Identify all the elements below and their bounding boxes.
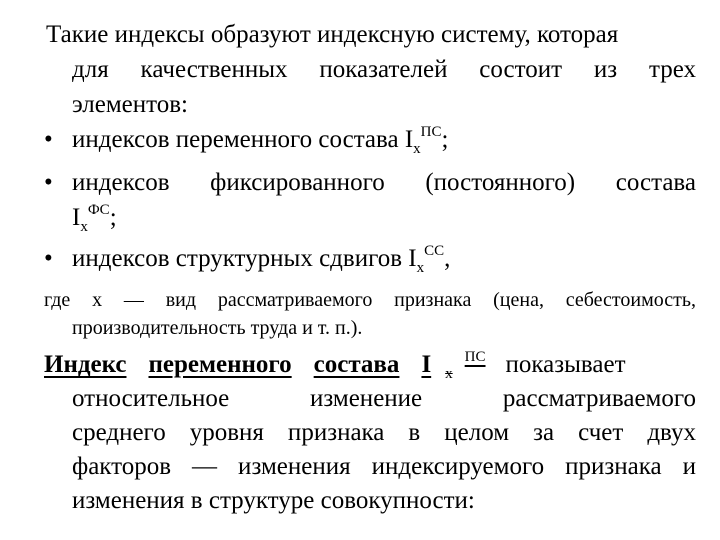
definition-line-2: относительное изменение рассматриваемого <box>72 385 696 412</box>
bullet-item-variable-index <box>72 125 448 158</box>
bullet-item-structural-index <box>72 244 450 277</box>
definition-line-1 <box>44 350 720 383</box>
bullet-marker: • <box>44 245 53 272</box>
intro-line-1: Такие индексы образуют индексную систему, которая <box>46 21 619 48</box>
definition-line-4: факторов — изменения индексируемого признака и <box>72 453 696 480</box>
intro-line-2: для качественных показателей состоит из трех <box>72 56 696 83</box>
bullet-marker: • <box>44 126 53 153</box>
bullet-item-fixed-index: индексов фиксированного (постоянного) состава <box>72 169 696 196</box>
bullet-tail: ; <box>109 204 117 231</box>
definition-term-word-2: переменного <box>148 351 292 378</box>
index-superscript: СС <box>424 243 445 259</box>
definition-symbol: I <box>421 351 432 378</box>
note-line-1: где x — вид рассматриваемого признака (цена, себестоимость, <box>44 289 696 311</box>
definition-line-3: среднего уровня признака в целом за счет двух <box>72 419 696 446</box>
definition-term-word-3: состава <box>313 351 400 378</box>
bullet-item-fixed-index-cont <box>72 203 117 236</box>
bullet-tail: ; <box>441 126 449 153</box>
note-line-2: производительность труда и т. п.). <box>72 317 363 339</box>
bullet-marker: • <box>44 169 53 196</box>
index-superscript: ПС <box>420 124 442 140</box>
definition-subscript: x <box>445 366 453 382</box>
index-subscript: x <box>80 219 88 235</box>
definition-verb: показывает <box>505 351 626 378</box>
definition-line-5: изменения в структуре совокупности: <box>72 487 475 514</box>
definition-term-word-1: Индекс <box>44 351 127 378</box>
bullet-text: индексов переменного состава I <box>72 126 414 153</box>
bullet-text: индексов структурных сдвигов I <box>72 245 417 272</box>
bullet-tail: , <box>444 245 451 272</box>
intro-line-3: элементов: <box>72 91 188 118</box>
index-subscript: x <box>413 141 421 157</box>
definition-superscript: ПС <box>464 349 486 365</box>
index-symbol: I <box>72 204 81 231</box>
index-subscript: x <box>416 260 425 276</box>
index-superscript: ФС <box>87 202 110 218</box>
